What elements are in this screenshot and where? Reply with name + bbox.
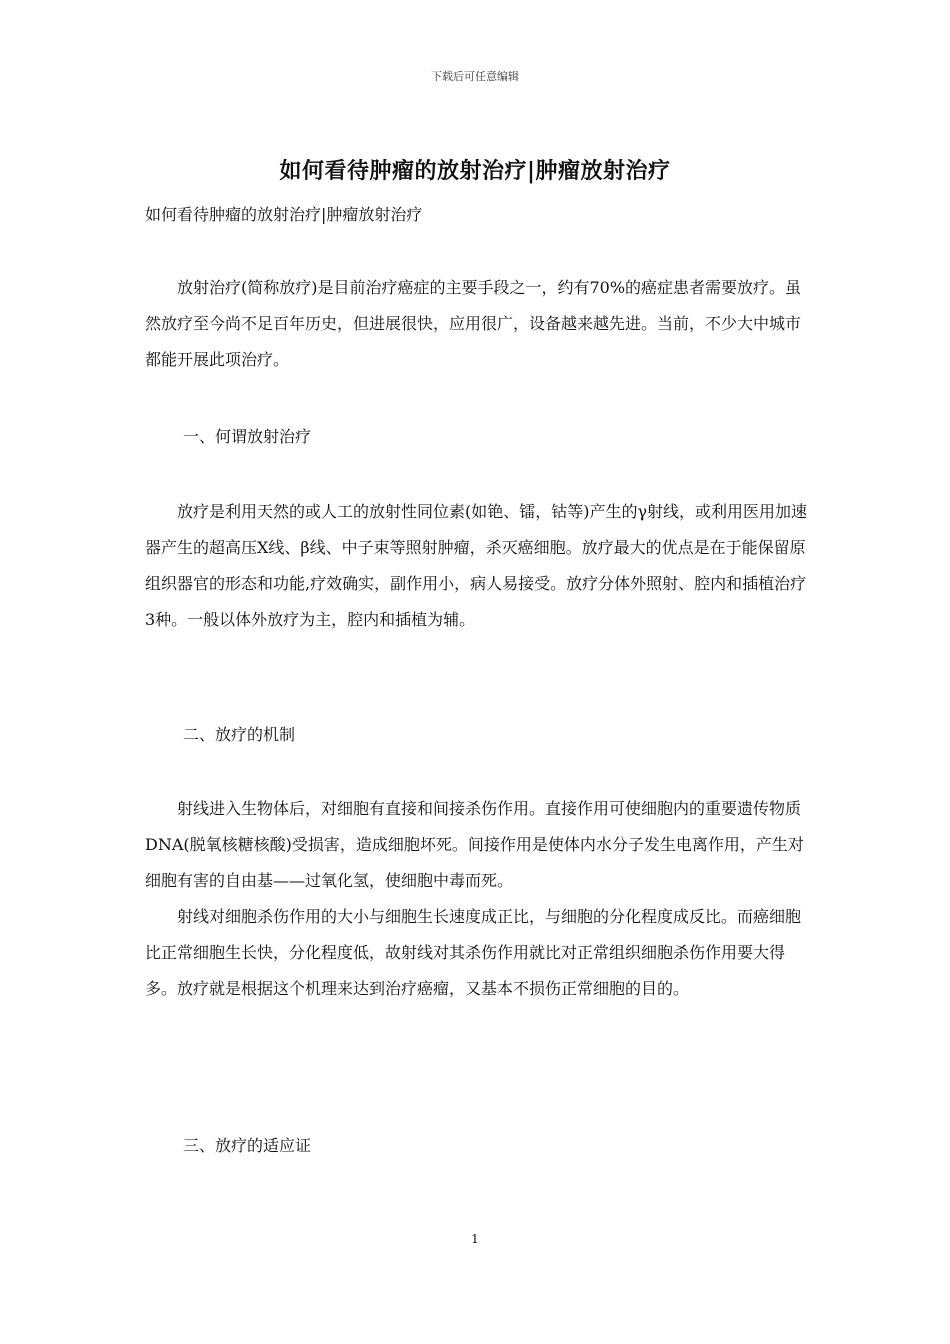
- document-subtitle: 如何看待肿瘤的放射治疗|肿瘤放射治疗: [145, 205, 423, 224]
- page-number: 1: [471, 1232, 479, 1246]
- intro-paragraph-block: [145, 270, 810, 378]
- section-3-heading: 三、放疗的适应证: [183, 1136, 312, 1155]
- section-1-body: [145, 494, 810, 638]
- intro-paragraph: 放射治疗(简称放疗)是目前治疗癌症的主要手段之一，约有70%的癌症患者需要放疗。虽然放疗至今尚不足百年历史，但进展很快，应用很广，设备越来越先进。当前，不少大中城市都能开展此项治疗。: [145, 278, 802, 369]
- section-2-paragraph-2: 射线对细胞杀伤作用的大小与细胞生长速度成正比，与细胞的分化程度成反比。而癌细胞比正常细胞生长快，分化程度低，故射线对其杀伤作用就比对正常组织细胞杀伤作用要大得多。放疗就是根据这个机理来达到治疗癌瘤，又基本不损伤正常细胞的目的。: [145, 907, 802, 998]
- page-header-note: 下载后可任意编辑: [431, 70, 519, 83]
- section-2-body: [145, 791, 810, 1007]
- section-2-paragraph-1: 射线进入生物体后，对细胞有直接和间接杀伤作用。直接作用可使细胞内的重要遗传物质DNA(脱氧核糖核酸)受损害，造成细胞坏死。间接作用是使体内水分子发生电离作用，产生对细胞有害的自由基——过氧化氢，使细胞中毒而死。: [145, 799, 804, 890]
- document-title: 如何看待肿瘤的放射治疗|肿瘤放射治疗: [279, 158, 671, 184]
- section-1-heading: 一、何谓放射治疗: [183, 427, 312, 446]
- section-2-heading: 二、放疗的机制: [183, 725, 296, 744]
- section-1-paragraph: 放疗是利用天然的或人工的放射性同位素(如铯、镭，钴等)产生的γ射线，或利用医用加速器产生的超高压X线、β线、中子束等照射肿瘤，杀灭癌细胞。放疗最大的优点是在于能保留原组织器官的形态和功能,疗效确实，副作用小，病人易接受。放疗分体外照射、腔内和插植治疗3种。一般以体外放疗为主，腔内和插植为辅。: [145, 502, 808, 629]
